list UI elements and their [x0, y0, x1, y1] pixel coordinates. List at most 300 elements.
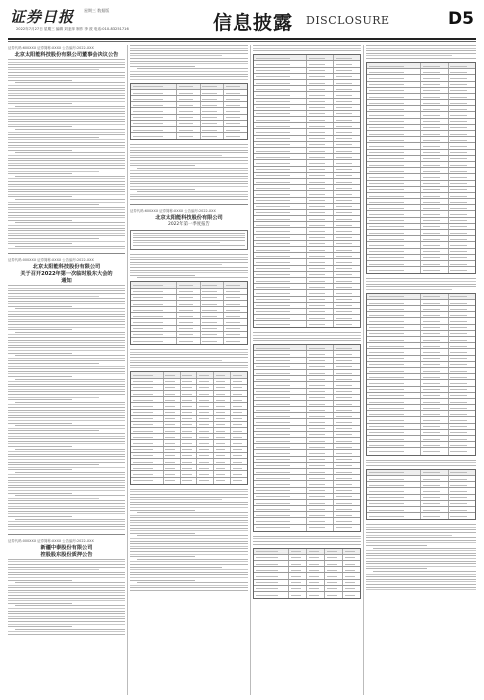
table-cell [201, 102, 225, 107]
text-line [130, 150, 248, 151]
table-cell [231, 453, 247, 458]
table-cell [307, 290, 334, 295]
text-line [130, 567, 222, 568]
text-line [8, 202, 125, 203]
text-line [8, 500, 125, 501]
table-cell [197, 403, 214, 408]
table-cell [421, 470, 449, 475]
text-line [130, 74, 248, 75]
table-cell [254, 586, 289, 591]
data-table [366, 293, 476, 456]
table-cell [231, 428, 247, 433]
table-cell [449, 470, 476, 475]
table-cell [334, 247, 360, 252]
table-cell [131, 422, 164, 427]
table-cell [181, 403, 198, 408]
table-cell [367, 448, 421, 454]
text-line [130, 357, 248, 358]
table-cell [307, 111, 334, 116]
data-table [130, 83, 248, 141]
table-cell [449, 137, 476, 142]
table-cell [254, 148, 307, 153]
text-line [366, 289, 452, 290]
table-cell [367, 125, 421, 130]
text-line [8, 62, 125, 63]
text-line [8, 577, 125, 578]
table-cell [254, 142, 307, 147]
text-line [8, 513, 125, 514]
table-cell [307, 86, 334, 91]
table-cell [164, 447, 181, 452]
masthead-meta: 星期三 数据版 [84, 8, 110, 13]
text-line [8, 480, 125, 481]
announcement-body [366, 460, 476, 466]
text-line [8, 160, 125, 161]
text-line [366, 58, 476, 59]
table-cell [334, 241, 360, 246]
table-cell [307, 278, 334, 283]
table-cell [367, 255, 421, 260]
text-line [130, 45, 248, 46]
text-line [130, 50, 248, 51]
table-cell [334, 142, 360, 147]
table-cell [181, 465, 198, 470]
table-cell [254, 463, 307, 468]
text-line [366, 542, 476, 543]
table-cell [449, 199, 476, 204]
text-line [366, 284, 476, 285]
table-cell [449, 495, 476, 500]
text-line [8, 394, 125, 395]
table-cell [254, 216, 307, 221]
text-line [130, 572, 248, 573]
table-cell [307, 500, 334, 505]
text-line [8, 329, 72, 330]
table-cell [307, 235, 334, 240]
table-cell [367, 343, 421, 348]
table-cell [334, 525, 360, 531]
table-cell [334, 297, 360, 302]
table-cell [449, 362, 476, 367]
table-cell [254, 61, 307, 66]
text-line [8, 569, 99, 570]
table-cell [181, 397, 198, 402]
table-cell [421, 331, 449, 336]
text-line [130, 574, 248, 575]
announcement-code-line: 证券代码:600XXX 证券简称:XXXX 公告编号:2022-XXX [130, 208, 216, 213]
table-cell [421, 356, 449, 361]
table-cell [197, 391, 214, 396]
table-cell [231, 416, 247, 421]
text-line [15, 176, 125, 177]
table-cell [224, 313, 247, 318]
text-line [366, 555, 476, 556]
table-cell [334, 469, 360, 474]
table-cell [421, 306, 449, 311]
text-line [15, 82, 125, 83]
table-cell [334, 321, 360, 327]
table-cell [177, 96, 201, 101]
table-cell [254, 592, 289, 598]
text-line [8, 301, 125, 302]
data-table [253, 548, 361, 600]
text-line [366, 574, 476, 575]
text-line [130, 196, 248, 197]
table-cell [181, 434, 198, 439]
table-cell [367, 193, 421, 198]
text-line [253, 536, 361, 537]
data-table [253, 344, 361, 532]
text-line [15, 106, 125, 107]
text-line [130, 194, 248, 195]
table-cell [177, 326, 201, 331]
table-cell [449, 267, 476, 273]
announcement-body [366, 278, 476, 289]
table-cell [449, 430, 476, 435]
table-cell [197, 379, 214, 384]
text-line [8, 521, 125, 522]
table-row [131, 338, 247, 344]
masthead-rule-thin [8, 41, 476, 42]
table-cell [307, 309, 334, 314]
table-cell [325, 561, 343, 566]
table-cell [254, 235, 307, 240]
text-line [8, 90, 125, 91]
text-line [8, 64, 125, 65]
table-cell [164, 403, 181, 408]
text-line [8, 433, 125, 434]
table-cell [449, 411, 476, 416]
text-line [8, 194, 125, 195]
table-cell [367, 63, 421, 68]
text-line [366, 45, 476, 46]
table-cell [343, 561, 360, 566]
table-cell [254, 444, 307, 449]
text-line [137, 559, 248, 560]
table-cell [164, 422, 181, 427]
text-line [15, 402, 125, 403]
text-line [130, 538, 248, 539]
table-cell [367, 267, 421, 273]
text-line [8, 511, 125, 512]
table-cell [131, 434, 164, 439]
table-cell [131, 416, 164, 421]
text-line [8, 345, 125, 346]
text-line [8, 626, 72, 627]
table-cell [254, 173, 307, 178]
table-cell [254, 210, 307, 215]
table-cell [449, 63, 476, 68]
table-cell [421, 143, 449, 148]
text-line [8, 487, 125, 488]
text-line [8, 561, 125, 562]
table-cell [177, 301, 201, 306]
table-cell [421, 325, 449, 330]
announcement-body [130, 144, 248, 199]
table-cell [334, 105, 360, 110]
table-cell [307, 253, 334, 258]
table-cell [367, 337, 421, 342]
table-cell [164, 471, 181, 476]
text-line [130, 152, 248, 153]
table-cell [343, 580, 360, 585]
table-cell [367, 488, 421, 493]
table-cell [181, 440, 198, 445]
text-line [8, 139, 125, 140]
text-line [130, 163, 248, 164]
table-cell [334, 345, 360, 350]
table-cell [224, 326, 247, 331]
table-cell [307, 506, 334, 511]
table-cell [421, 94, 449, 99]
table-cell [307, 358, 334, 363]
text-line [8, 347, 125, 348]
table-cell [307, 259, 334, 264]
text-line [8, 592, 125, 593]
table-cell [254, 351, 307, 356]
table-cell [421, 495, 449, 500]
text-line [15, 199, 125, 200]
table-cell [367, 82, 421, 87]
table-cell [254, 272, 307, 277]
table-cell [325, 549, 343, 554]
table-cell [334, 191, 360, 196]
column-divider [250, 45, 251, 695]
table-cell [367, 374, 421, 379]
table-cell [231, 372, 247, 377]
text-line [8, 342, 125, 343]
table-cell [449, 442, 476, 447]
table-cell [307, 191, 334, 196]
table-cell [307, 179, 334, 184]
text-line [8, 158, 125, 159]
text-line [366, 50, 476, 51]
text-line [8, 85, 125, 86]
table-cell [449, 476, 476, 481]
text-line [130, 580, 195, 581]
table-cell [307, 68, 334, 73]
table-cell [131, 397, 164, 402]
table-cell [334, 68, 360, 73]
text-line [15, 355, 125, 356]
announcement-body [130, 489, 248, 591]
text-line [8, 121, 125, 122]
table-cell [367, 181, 421, 186]
table-cell [367, 112, 421, 117]
table-cell [307, 204, 334, 209]
text-line [8, 77, 125, 78]
table-cell [201, 319, 225, 324]
text-line [130, 556, 195, 557]
text-line [130, 254, 248, 255]
table-cell [421, 380, 449, 385]
text-line [366, 553, 476, 554]
text-line [15, 222, 125, 223]
text-line [8, 75, 125, 76]
table-cell [307, 469, 334, 474]
text-line [130, 497, 248, 498]
text-line [130, 178, 248, 179]
text-line [130, 494, 248, 495]
table-cell [367, 224, 421, 229]
table-cell [325, 567, 343, 572]
table-cell [367, 143, 421, 148]
table-cell [334, 160, 360, 165]
table-cell [307, 297, 334, 302]
text-line [8, 376, 72, 377]
text-line [8, 384, 125, 385]
table-cell [254, 494, 307, 499]
table-cell [421, 199, 449, 204]
text-line [8, 132, 125, 133]
table-cell [334, 74, 360, 79]
table-cell [334, 154, 360, 159]
table-cell [131, 326, 177, 331]
table-cell [449, 507, 476, 512]
text-line [130, 360, 222, 361]
table-cell [307, 555, 325, 560]
table-cell [449, 448, 476, 454]
table-row [254, 321, 360, 327]
table-cell [334, 401, 360, 406]
table-cell [254, 278, 307, 283]
table-cell [334, 475, 360, 480]
announcement-title: 新疆中泰股份有限公司 [40, 544, 93, 551]
text-line [133, 242, 220, 243]
table-cell [181, 471, 198, 476]
announcement-title: 控股股东股份质押公告 [40, 551, 93, 558]
table-cell [367, 417, 421, 422]
table-cell [131, 410, 164, 415]
table-cell [421, 181, 449, 186]
table-cell [367, 399, 421, 404]
table-cell [334, 259, 360, 264]
table-cell [421, 112, 449, 117]
table-cell [421, 106, 449, 111]
table-cell [254, 469, 307, 474]
text-line [130, 147, 248, 148]
text-line [8, 417, 125, 418]
text-line [15, 425, 125, 426]
table-cell [367, 150, 421, 155]
table-cell [131, 102, 177, 107]
table-cell [197, 465, 214, 470]
table-cell [307, 222, 334, 227]
table-cell [181, 422, 198, 427]
table-cell [131, 307, 177, 312]
table-cell [307, 586, 325, 591]
text-line [8, 564, 125, 565]
table-cell [421, 236, 449, 241]
text-line [8, 459, 125, 460]
table-cell [421, 100, 449, 105]
table-cell [449, 399, 476, 404]
table-cell [449, 405, 476, 410]
table-cell [449, 88, 476, 93]
section-title-english: DISCLOSURE [306, 14, 390, 27]
table-cell [224, 338, 247, 344]
table-cell [164, 440, 181, 445]
table-cell [289, 580, 307, 585]
table-cell [334, 86, 360, 91]
table-cell [289, 549, 307, 554]
text-line [366, 584, 476, 585]
table-cell [334, 55, 360, 60]
table-cell [367, 312, 421, 317]
text-line [8, 420, 125, 421]
text-line [133, 233, 245, 234]
text-line [8, 119, 125, 120]
table-cell [367, 442, 421, 447]
announcement-body [8, 285, 125, 530]
text-line [137, 191, 248, 192]
table-cell [449, 94, 476, 99]
text-line [8, 303, 125, 304]
table-cell [197, 471, 214, 476]
table-cell [367, 199, 421, 204]
table-cell [421, 162, 449, 167]
newspaper-logo: 证券日报 [10, 8, 75, 26]
text-line [8, 204, 99, 205]
section-title: 信息披露 [213, 12, 294, 34]
table-cell [214, 403, 231, 408]
table-cell [307, 167, 334, 172]
table-cell [334, 179, 360, 184]
text-line [8, 407, 125, 408]
text-line [130, 144, 248, 145]
text-line [130, 577, 248, 578]
table-cell [254, 154, 307, 159]
table-cell [131, 127, 177, 132]
table-cell [307, 438, 334, 443]
text-line [366, 524, 476, 525]
table-cell [307, 567, 325, 572]
table-cell [307, 518, 334, 523]
table-cell [307, 395, 334, 400]
column-2 [130, 45, 248, 695]
table-cell [449, 294, 476, 299]
table-cell [307, 345, 334, 350]
text-line [130, 590, 248, 591]
text-line [130, 499, 222, 500]
table-cell [307, 321, 334, 327]
table-cell [307, 401, 334, 406]
table-cell [334, 278, 360, 283]
table-row [367, 267, 475, 273]
table-cell [307, 142, 334, 147]
table-cell [201, 96, 225, 101]
table-cell [449, 119, 476, 124]
table-cell [307, 284, 334, 289]
table-cell [201, 307, 225, 312]
text-line [366, 278, 476, 279]
table-cell [421, 63, 449, 68]
text-line [8, 441, 125, 442]
table-cell [254, 259, 307, 264]
text-line [8, 248, 125, 249]
table-row [254, 525, 360, 531]
data-table [253, 54, 361, 328]
table-cell [449, 387, 476, 392]
table-cell [449, 106, 476, 111]
table-cell [224, 102, 247, 107]
text-line [133, 237, 245, 238]
table-cell [254, 580, 289, 585]
table-cell [254, 105, 307, 110]
column-3 [253, 45, 361, 695]
table-cell [334, 228, 360, 233]
text-line [8, 467, 125, 468]
